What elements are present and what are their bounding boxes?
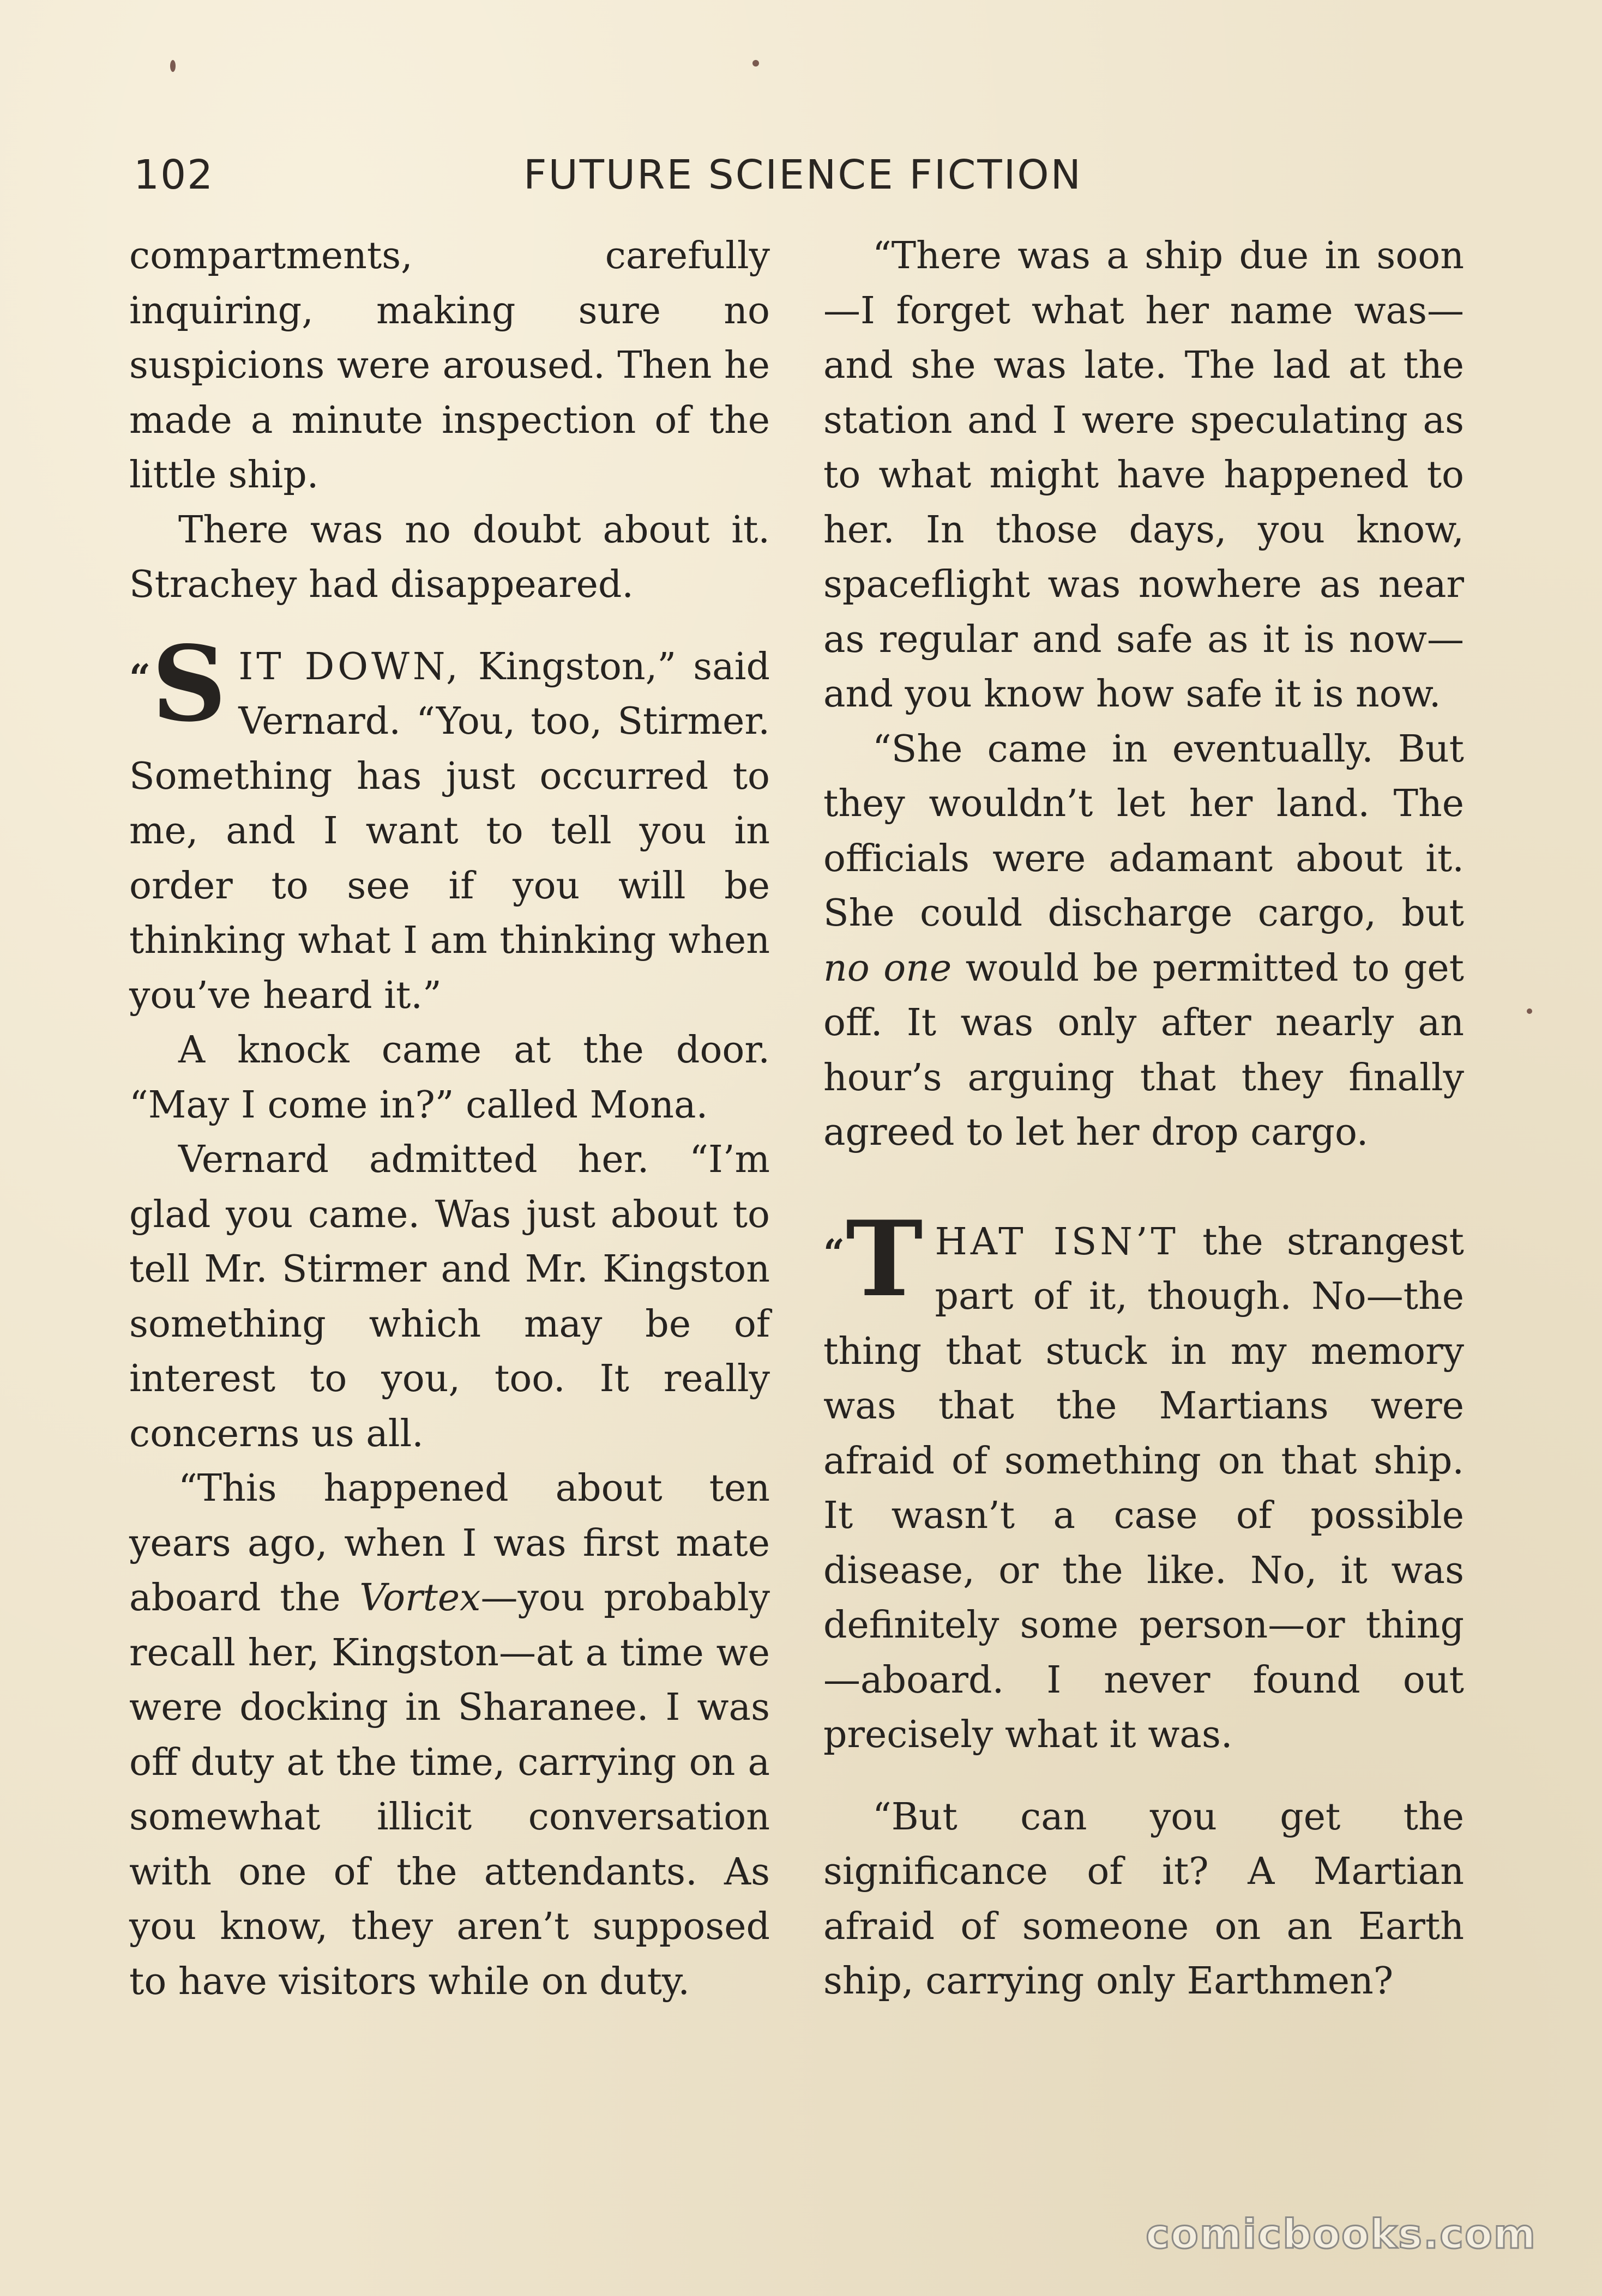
paper-speck [752,60,759,67]
running-head: FUTURE SCIENCE FICTION [523,152,1083,198]
paper-speck [1527,1008,1532,1014]
paragraph: “There was a ship due in soon—I forget what her name was—and she was late. The lad at the station and I were speculating as to what might have happened to her. In those days, you know, spaceflight was nowhere as near as regular and safe as it is now—and you know how safe it is now. [823,234,1464,716]
paragraph [129,1461,770,2009]
ship-name: Vortex [359,1576,481,1620]
section-opening-paragraph [129,623,770,1024]
paragraph-text: the strangest part of it, though. No—the thing that stuck in my memory was that the Martians were afraid of something on that ship. It wasn’t a case of possible disease, or the like. No, it was definitely some person—or thing—aboard. I never found out precisely what it was. [823,1220,1464,1756]
paragraph: There was no doubt about it. Strachey had disappeared. [129,508,770,606]
opening-quote: “ [823,1231,845,1275]
paragraph: Vernard admitted her. “I’m glad you came. Was just about to tell Mr. Stirmer and Mr. Kingston something which may be of interest to you, too. It really concerns us all. [129,1138,770,1455]
paper-speck [170,60,176,72]
left-column [129,229,770,2009]
paragraph-text: “She came in eventually. But they wouldn’t let her land. The officials were adamant about it. She could discharge cargo, but [823,727,1464,935]
emphasis-text: no one [823,946,952,990]
paragraph-text: —you probably recall her, Kingston—at a time we were docking in Sharanee. I was off duty at the time, carrying on a somewhat illicit conversation with one of the attendants. As you know, they aren’t supposed to have visitors while on duty. [129,1576,770,2003]
paragraph-text: would be permitted to get off. It was only after nearly an hour’s arguing that they finally agreed to let her drop cargo. [823,946,1465,1154]
paragraph [823,722,1464,1161]
drop-cap: T [846,1198,923,1320]
drop-cap-group [823,1198,930,1320]
section-opening-paragraph [823,1198,1464,1763]
lead-in-text: HAT ISN’T [935,1220,1179,1264]
paragraph: compartments, carefully inquiring, making sure no suspicions were aroused. Then he made a minute inspection of the little ship. [129,234,770,497]
paragraph: A knock came at the door. “May I come in?” called Mona. [129,1029,770,1127]
opening-quote: “ [129,656,151,700]
right-column [823,229,1464,2009]
drop-cap: S [152,623,227,745]
page-number: 102 [134,152,214,198]
paragraph-text: Kingston,” said Vernard. “You, too, Stirmer. Something has just occurred to me, and I want to tell you in order to see if you will be thinking what I am thinking when you’ve heard it.” [129,645,770,1017]
paragraph: “But can you get the significance of it? A Martian afraid of someone on an Earth ship, carrying only Earthmen? [823,1795,1464,2003]
drop-cap-group [129,623,233,745]
page-header [0,152,1602,212]
lead-in-text: IT DOWN, [238,645,461,688]
site-watermark: comicbooks.com [1146,2211,1537,2258]
paragraph-text: “This happened about ten years ago, when I was first mate aboard the [129,1467,770,1620]
